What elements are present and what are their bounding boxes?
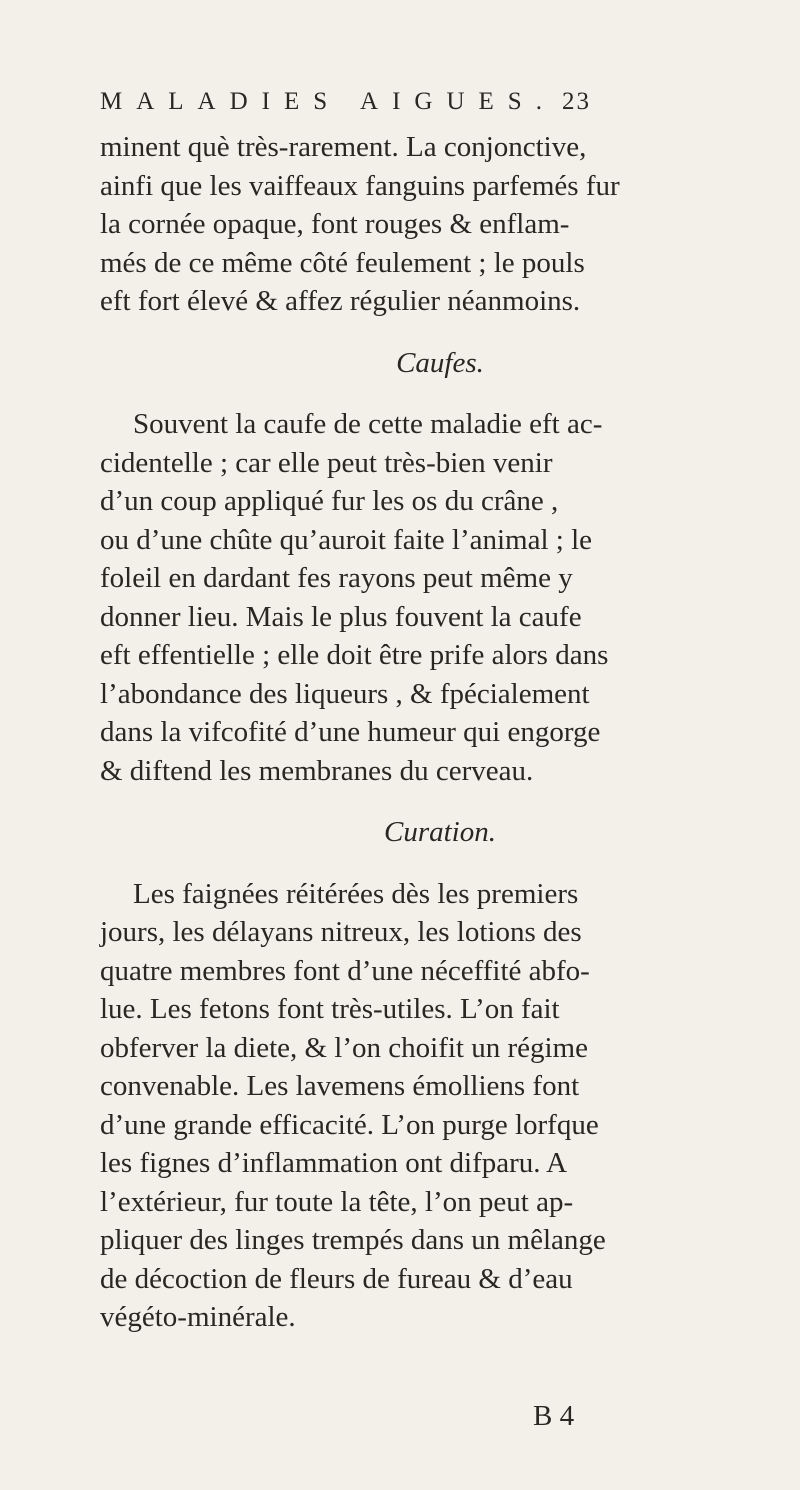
text-line: ainfi que les vaiffeaux fanguins parfemés fur bbox=[100, 169, 620, 202]
text-line: la cornée opaque, font rouges & enflam- bbox=[100, 208, 570, 240]
text-line: d’une grande efficacité. L’on purge lorfque bbox=[100, 1108, 599, 1141]
text-line: minent què très-rarement. La conjonctive, bbox=[100, 131, 587, 163]
paragraph-symptoms bbox=[100, 128, 740, 321]
text-line: l’abondance des liqueurs , & fpécialement bbox=[100, 677, 590, 710]
signature-mark: B 4 bbox=[533, 1400, 575, 1432]
text-line: dans la vifcofité d’une humeur qui engorge bbox=[100, 716, 601, 748]
text-line: d’un coup appliqué fur les os du crâne , bbox=[100, 485, 559, 517]
text-line: végéto-minérale. bbox=[100, 1301, 296, 1333]
section-heading-curation: Curation. bbox=[384, 816, 496, 848]
page-number: 23 bbox=[561, 88, 591, 115]
text-line: ou d’une chûte qu’auroit faite l’animal ; le bbox=[100, 523, 593, 556]
running-title: MALADIES AIGUES. bbox=[100, 88, 556, 115]
text-line: foleil en dardant fes rayons peut même y bbox=[100, 562, 573, 594]
text-line: eft fort élevé & affez régulier néanmoins. bbox=[100, 285, 581, 317]
text-line: & diftend les membranes du cerveau. bbox=[100, 754, 534, 787]
text-line: donner lieu. Mais le plus fouvent la caufe bbox=[100, 600, 582, 633]
running-header bbox=[100, 88, 720, 116]
text-line: Les faignées réitérées dès les premiers bbox=[133, 877, 579, 910]
text-line: més de ce même côté feulement ; le pouls bbox=[100, 246, 585, 279]
text-line: convenable. Les lavemens émolliens font bbox=[100, 1070, 580, 1102]
text-line: pliquer des linges trempés dans un mêlange bbox=[100, 1224, 606, 1256]
text-line: de décoction de fleurs de fureau & d’eau bbox=[100, 1262, 573, 1295]
text-line: les fignes d’inflammation ont difparu. A bbox=[100, 1147, 568, 1179]
text-line: quatre membres font d’une néceffité abfo- bbox=[100, 954, 590, 987]
paragraph-curation bbox=[100, 875, 740, 1337]
text-line: obferver la diete, & l’on choifit un régime bbox=[100, 1031, 588, 1064]
text-line: l’extérieur, fur toute la tête, l’on peut ap- bbox=[100, 1185, 574, 1218]
page-body bbox=[100, 128, 740, 1337]
text-line: eft effentielle ; elle doit être prife alors dans bbox=[100, 639, 609, 671]
text-line: jours, les délayans nitreux, les lotions des bbox=[100, 916, 582, 948]
text-line: cidentelle ; car elle peut très-bien venir bbox=[100, 446, 553, 479]
text-line: lue. Les fetons font très-utiles. L’on fait bbox=[100, 993, 560, 1025]
text-line: Souvent la caufe de cette maladie eft ac- bbox=[133, 408, 603, 440]
section-heading-causes: Caufes. bbox=[396, 346, 484, 379]
paragraph-causes bbox=[100, 405, 740, 790]
